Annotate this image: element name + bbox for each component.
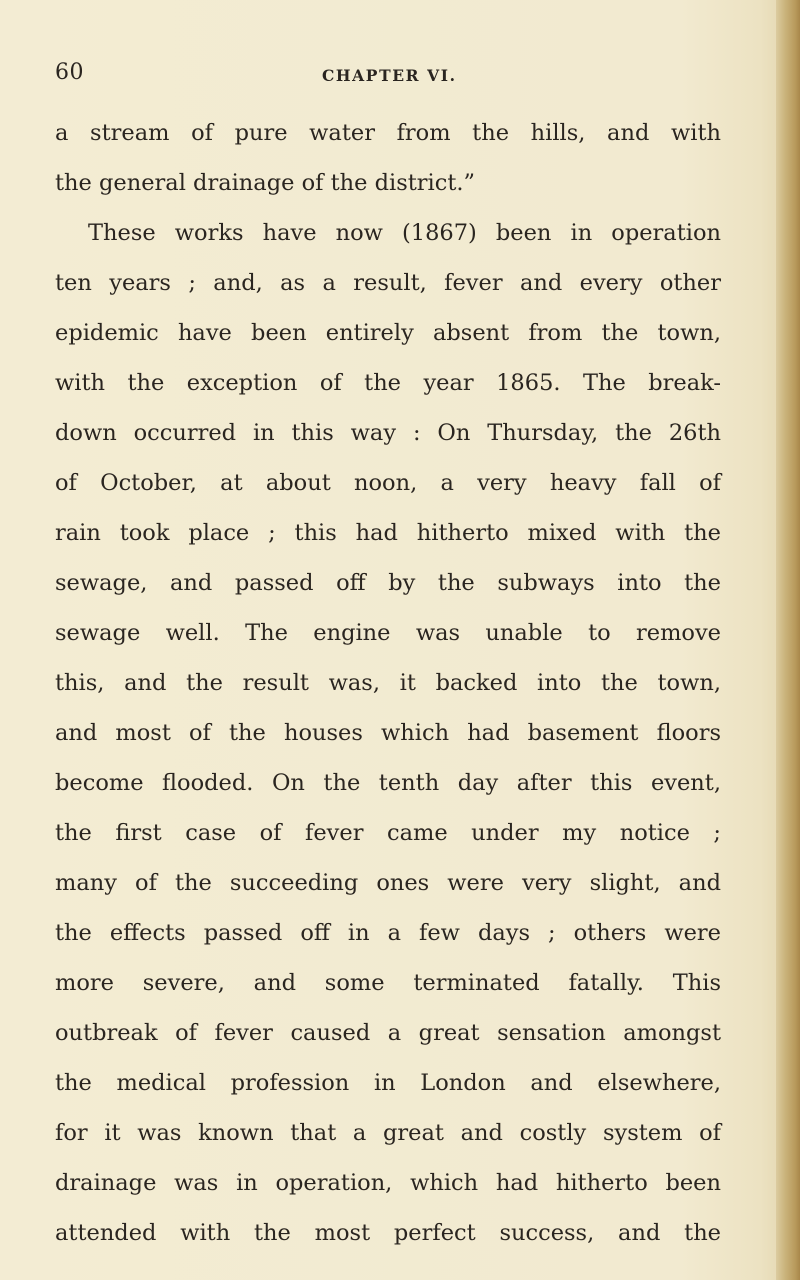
text-line: These works have now (1867) been in operation [88,220,721,246]
text-line: for it was known that a great and costly system of [55,1120,721,1146]
text-line: epidemic have been entirely absent from the town, [55,320,721,346]
text-line: ten years ; and, as a result, fever and every other [55,270,721,296]
text-line: a stream of pure water from the hills, and with [55,120,721,146]
text-line: the general drainage of the district.” [55,170,476,196]
text-line: outbreak of fever caused a great sensation amongst [55,1020,721,1046]
text-line: attended with the most perfect success, and the [55,1220,721,1246]
text-line: many of the succeeding ones were very slight, and [55,870,721,896]
page-edge-shadow [776,0,800,1280]
text-line: the medical profession in London and elsewhere, [55,1070,721,1096]
text-line: sewage, and passed off by the subways into the [55,570,721,596]
text-line: of October, at about noon, a very heavy fall of [55,470,721,496]
text-line: with the exception of the year 1865. The break- [55,370,721,396]
text-line: rain took place ; this had hitherto mixed with the [55,520,721,546]
text-line: this, and the result was, it backed into the town, [55,670,721,696]
body-text [55,108,721,1258]
text-line: become flooded. On the tenth day after this event, [55,770,721,796]
text-line: and most of the houses which had basement floors [55,720,721,746]
text-line: drainage was in operation, which had hitherto been [55,1170,721,1196]
text-line: more severe, and some terminated fatally. This [55,970,721,996]
text-line: the effects passed off in a few days ; others were [55,920,721,946]
text-line: the first case of fever came under my notice ; [55,820,721,846]
page-number: 60 [55,60,84,85]
text-line: down occurred in this way : On Thursday, the 26th [55,420,721,446]
chapter-title: CHAPTER VI. [322,66,457,85]
running-head [0,60,780,100]
text-line: sewage well. The engine was unable to remove [55,620,721,646]
